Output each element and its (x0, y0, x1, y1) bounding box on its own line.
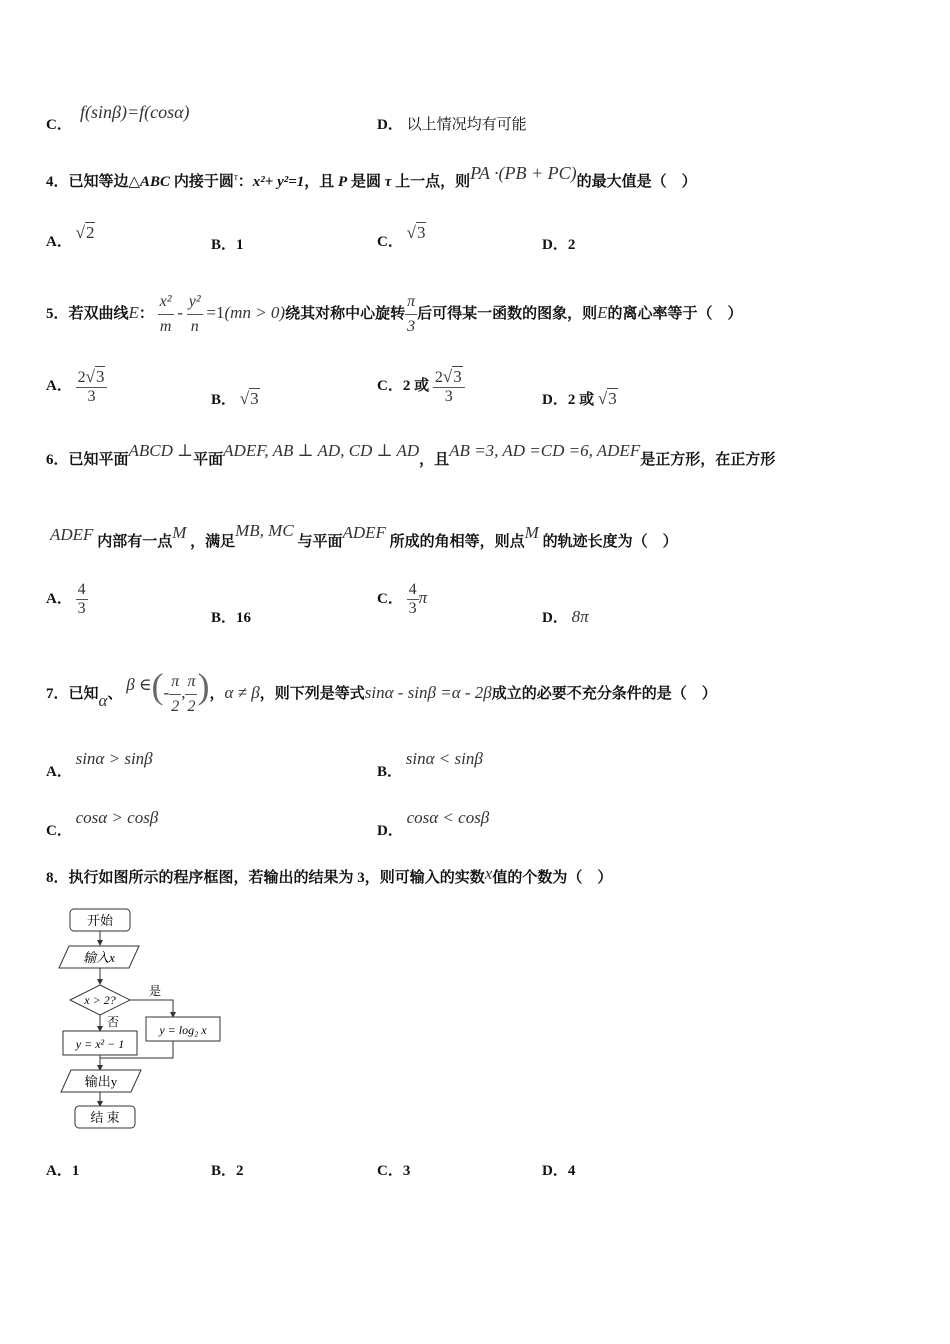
question-4-option-b (211, 233, 244, 254)
option-value: 4 (567, 1163, 576, 1179)
stem-text: ： (138, 305, 154, 322)
numerator: y² (187, 290, 203, 315)
math-var: α (98, 690, 108, 710)
stem-text: 上一点，则 (391, 174, 471, 190)
denominator: 3 (408, 600, 417, 617)
question-4-option-c (377, 223, 426, 251)
numerator: 2√3 (76, 367, 108, 388)
stem-text: 8．执行如图所示的程序框图，若输出的结果为 3，则可输入的实数 (46, 870, 485, 886)
stem-text: 的离心率等于（ ） (607, 305, 743, 322)
denominator: 3 (444, 388, 453, 405)
denominator: n (190, 318, 199, 335)
option-value: 2 (236, 1163, 244, 1179)
question-6-option-a (46, 581, 88, 618)
fraction (76, 581, 88, 618)
math-expression: (mn > 0) (224, 302, 286, 322)
question-6-option-b (211, 606, 251, 627)
option-label: B． (377, 764, 403, 780)
flow-arrow-yes (130, 1000, 173, 1015)
option-label: C． (377, 234, 403, 250)
stem-text: 5．若双曲线 (46, 305, 129, 322)
math-var: E (597, 302, 608, 322)
question-8-option-a (46, 1159, 79, 1180)
option-label: B． (211, 1163, 237, 1179)
flow-no-label: 否 (107, 1015, 120, 1029)
option-label: C． (46, 823, 72, 839)
numerator: x² (158, 290, 174, 315)
stem-text: 后可得某一函数的图象，则 (417, 305, 598, 322)
stem-text: 与平面 (297, 534, 343, 550)
flow-yes-label: 是 (149, 984, 162, 998)
option-label: B． (211, 392, 237, 408)
math-expression: sinα < sinβ (405, 749, 483, 768)
math-var: M (524, 523, 539, 542)
option-label: A． (46, 1163, 72, 1179)
math-var: ABC (140, 174, 171, 190)
denominator: 3 (77, 600, 86, 617)
sqrt-expression: √3 (239, 389, 259, 408)
math-var: τ (233, 171, 238, 183)
question-6-stem-line2 (50, 521, 678, 551)
fraction (407, 581, 419, 618)
coefficient: 2 (77, 369, 86, 386)
option-label: C．2 或 (377, 377, 430, 394)
question-8-option-b (211, 1159, 244, 1180)
radicand: 3 (453, 367, 462, 386)
stem-text: 内接于圆 (170, 174, 234, 190)
flow-output-text: 输出y (84, 1074, 118, 1089)
option-value: 1 (236, 237, 244, 253)
program-flowchart (55, 905, 225, 1135)
math-expression: ADEF (50, 525, 94, 544)
radicand: 3 (95, 367, 105, 386)
question-4-option-a (46, 223, 95, 251)
math-expression: 8π (571, 607, 589, 626)
flow-end-text: 结 束 (90, 1110, 120, 1125)
option-label: D．2 或 (542, 392, 595, 408)
fraction (405, 290, 417, 339)
math-var: τ (384, 174, 392, 190)
math-expression: cosα > cosβ (75, 808, 159, 827)
denominator: 2 (187, 698, 196, 715)
radicand: 3 (608, 389, 617, 408)
math-var: M (172, 523, 187, 542)
left-paren: ( (151, 665, 164, 706)
fraction (76, 367, 108, 406)
flow-start-text: 开始 (86, 913, 114, 928)
stem-text: 是圆 (347, 174, 385, 190)
fraction (185, 670, 197, 719)
option-label: D． (542, 1163, 568, 1179)
math-var: π (418, 587, 428, 607)
option-label: D． (542, 237, 568, 253)
question-7-option-c (46, 808, 159, 840)
question-5-option-a (46, 367, 107, 406)
question-7-option-a (46, 749, 153, 781)
math-expression: sinα - sinβ =α - 2β (364, 682, 492, 702)
flow-yes-box-text: y = log₂ x (159, 1023, 207, 1037)
prev-option-c-math (80, 102, 190, 123)
stem-text: 是正方形，在正方形 (640, 452, 776, 468)
math-expression: sinα > sinβ (75, 749, 153, 768)
sqrt-expression: √2 (75, 223, 95, 242)
stem-text: ，满足 (190, 534, 236, 550)
flow-no-box-text: y = x² − 1 (75, 1037, 125, 1051)
option-label: A． (46, 590, 72, 607)
stem-text: 6．已知平面 (46, 452, 129, 468)
option-label: B． (211, 237, 237, 253)
sqrt-expression: √3 (597, 389, 617, 408)
numerator: π (405, 290, 417, 315)
fraction (158, 290, 174, 339)
math-expression: f(sinβ)=f(cosα) (80, 102, 190, 122)
stem-text: 平面 (193, 452, 224, 468)
numerator: 2√3 (433, 367, 465, 388)
question-6-option-c (377, 581, 427, 618)
math-expression: AB =3, AD =CD =6, ADEF (449, 441, 641, 460)
option-label: A． (46, 764, 72, 780)
option-text: 以上情况均有可能 (406, 117, 527, 133)
stem-text: 绕其对称中心旋转 (285, 305, 406, 322)
option-value: 3 (402, 1163, 411, 1179)
stem-text: 的最大值是（ ） (576, 174, 697, 190)
stem-text: 所成的角相等，则点 (389, 534, 525, 550)
fraction (169, 670, 181, 719)
option-label: D． (377, 823, 403, 839)
math-expression: cosα < cosβ (406, 808, 490, 827)
option-label: B．16 (211, 610, 252, 626)
math-operator: - (177, 302, 183, 322)
stem-text: ，则下列是等式 (259, 685, 365, 702)
flow-input-text: 输入x (83, 950, 115, 965)
stem-text: 4．已知等边△ (46, 174, 141, 190)
radicand: 3 (250, 389, 259, 408)
option-label: D． (377, 117, 403, 133)
math-var: E (128, 302, 139, 322)
option-label: C． (377, 590, 403, 607)
denominator: 3 (87, 388, 96, 405)
stem-text: ： (237, 174, 253, 190)
question-5-option-b (211, 388, 260, 409)
math-expression: ABCD ⊥ (128, 441, 194, 460)
math-expression: β ∈ (126, 674, 152, 694)
math-expression: PA ·(PB + PC) (470, 163, 577, 183)
math-expression: α ≠ β (224, 682, 260, 702)
stem-text: ， (209, 685, 225, 702)
question-6-stem-line1 (46, 441, 776, 469)
math-expression: =1 (206, 302, 225, 322)
stem-text: 、 (107, 685, 123, 702)
stem-text: 值的个数为（ ） (492, 870, 613, 886)
option-label: C． (46, 117, 72, 133)
math-expression: MB, MC (235, 521, 294, 540)
question-7-option-d (377, 808, 490, 840)
stem-text: ，且 (419, 452, 450, 468)
fraction (187, 290, 203, 339)
question-5-option-d (542, 388, 618, 409)
question-5-stem (46, 290, 743, 339)
numerator: π (185, 670, 197, 695)
math-operator: - (163, 682, 170, 702)
question-6-option-d (542, 606, 589, 627)
question-8-option-c (377, 1159, 410, 1180)
math-expression: x²+ y²=1 (252, 174, 305, 190)
option-label: C． (377, 1163, 403, 1179)
flow-decision-text: x > 2? (84, 993, 116, 1007)
denominator: 3 (407, 318, 416, 335)
math-var: x (484, 864, 493, 883)
math-operator: , (181, 682, 186, 702)
radicand: 2 (85, 223, 95, 242)
question-4-option-d (542, 233, 575, 254)
denominator: m (159, 318, 172, 335)
question-8-option-d (542, 1159, 575, 1180)
stem-text: 成立的必要不充分条件的是（ ） (491, 685, 717, 702)
question-7-stem (46, 665, 717, 719)
fraction (433, 367, 465, 406)
question-4-stem (46, 163, 697, 191)
option-label: A． (46, 234, 72, 250)
option-value: 1 (71, 1163, 80, 1179)
prev-option-d (377, 113, 527, 134)
stem-text: 内部有一点 (97, 534, 173, 550)
numerator: π (169, 670, 181, 695)
sqrt-expression: √3 (406, 223, 426, 242)
coefficient: 2 (434, 369, 443, 386)
question-5-option-c (377, 367, 465, 406)
radicand: 3 (416, 223, 426, 242)
math-var: P (338, 174, 348, 190)
numerator: 4 (77, 581, 86, 598)
right-paren: ) (197, 665, 210, 706)
question-7-option-b (377, 749, 483, 781)
option-label: A． (46, 377, 72, 394)
question-8-stem (46, 866, 612, 887)
option-label: D． (542, 610, 568, 626)
stem-text: 的轨迹长度为（ ） (542, 534, 678, 550)
stem-text: ，且 (304, 174, 339, 190)
numerator: 4 (408, 581, 417, 598)
math-expression: ADEF, AB ⊥ AD, CD ⊥ AD (223, 441, 420, 460)
denominator: 2 (171, 698, 180, 715)
stem-text: 7．已知 (46, 685, 99, 702)
math-expression: ADEF (342, 523, 386, 542)
prev-option-c (46, 113, 72, 134)
option-value: 2 (567, 237, 576, 253)
